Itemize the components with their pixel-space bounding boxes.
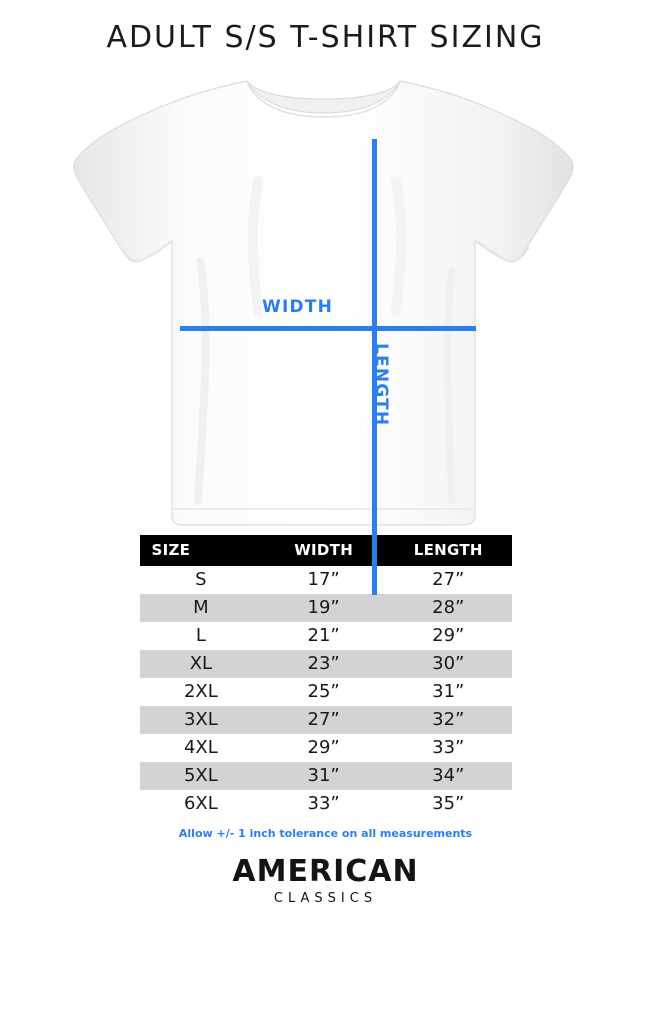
table-row xyxy=(140,566,512,594)
cell-length: 33” xyxy=(385,734,512,762)
header-size: SIZE xyxy=(140,535,263,566)
cell-length: 27” xyxy=(385,566,512,594)
cell-length: 29” xyxy=(385,622,512,650)
cell-width: 17” xyxy=(262,566,385,594)
table-row xyxy=(140,706,512,734)
table-header-row xyxy=(140,535,512,566)
size-table-container xyxy=(140,535,512,840)
cell-width: 27” xyxy=(262,706,385,734)
shirt-diagram xyxy=(0,61,651,531)
table-row xyxy=(140,762,512,790)
cell-size: S xyxy=(140,566,263,594)
cell-size: 6XL xyxy=(140,790,263,818)
cell-size: XL xyxy=(140,650,263,678)
cell-size: 4XL xyxy=(140,734,263,762)
cell-width: 19” xyxy=(262,594,385,622)
brand-subtitle: CLASSICS xyxy=(273,891,378,906)
cell-length: 32” xyxy=(385,706,512,734)
cell-width: 25” xyxy=(262,678,385,706)
cell-width: 33” xyxy=(262,790,385,818)
cell-size: L xyxy=(140,622,263,650)
header-length: LENGTH xyxy=(385,535,512,566)
cell-length: 28” xyxy=(385,594,512,622)
tolerance-note: Allow +/- 1 inch tolerance on all measurements xyxy=(178,827,473,840)
table-row xyxy=(140,594,512,622)
width-measure-line xyxy=(180,326,476,331)
header-width: WIDTH xyxy=(262,535,385,566)
cell-length: 30” xyxy=(385,650,512,678)
cell-width: 23” xyxy=(262,650,385,678)
table-row xyxy=(140,622,512,650)
table-row xyxy=(140,734,512,762)
table-row xyxy=(140,650,512,678)
cell-width: 29” xyxy=(262,734,385,762)
table-row xyxy=(140,678,512,706)
cell-width: 31” xyxy=(262,762,385,790)
cell-size: 2XL xyxy=(140,678,263,706)
cell-length: 35” xyxy=(385,790,512,818)
length-label: LENGTH xyxy=(371,343,391,427)
table-row xyxy=(140,790,512,818)
tshirt-illustration xyxy=(0,61,651,531)
size-table xyxy=(140,535,512,818)
cell-length: 31” xyxy=(385,678,512,706)
cell-size: 3XL xyxy=(140,706,263,734)
cell-size: 5XL xyxy=(140,762,263,790)
cell-length: 34” xyxy=(385,762,512,790)
width-label: WIDTH xyxy=(262,297,334,317)
brand-logo xyxy=(232,854,418,906)
brand-name: AMERICAN xyxy=(232,854,419,889)
cell-size: M xyxy=(140,594,263,622)
cell-width: 21” xyxy=(262,622,385,650)
page-title: ADULT S/S T-SHIRT SIZING xyxy=(106,20,545,55)
